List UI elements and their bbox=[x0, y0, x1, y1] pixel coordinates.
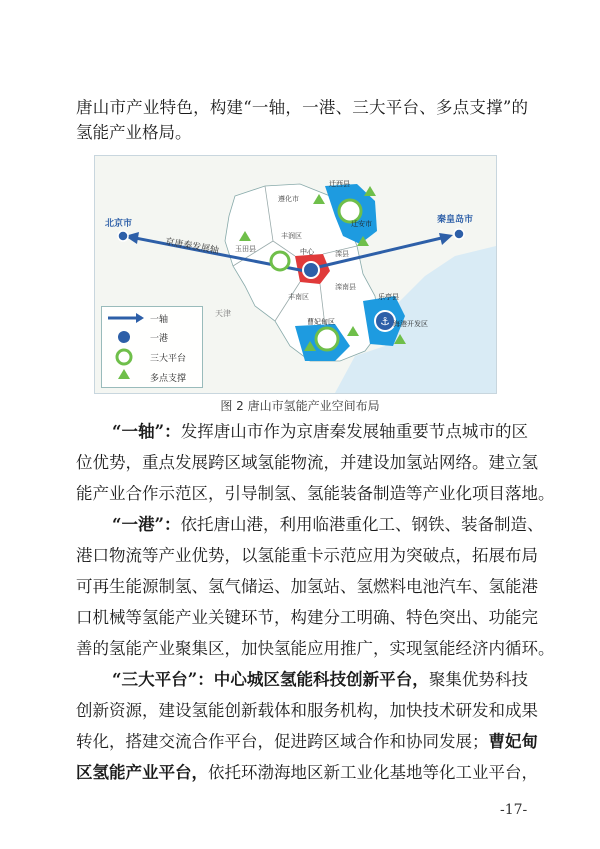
label-city-center: 中心 bbox=[300, 248, 314, 256]
sanda-line-1 bbox=[76, 669, 528, 691]
platform-gear-1 bbox=[339, 200, 361, 222]
sanda-text-1: 聚集优势科技 bbox=[428, 670, 529, 689]
legend-triangle-icon bbox=[118, 369, 130, 379]
yizhou-title: “一轴”： bbox=[112, 422, 181, 441]
center-node bbox=[303, 262, 319, 278]
intro-line-2: 氢能产业格局。 bbox=[76, 123, 192, 142]
legend-symbols bbox=[104, 307, 150, 387]
platform-gear-3 bbox=[271, 252, 289, 270]
platform-gear-2 bbox=[316, 328, 338, 350]
legend-axis: 一轴 bbox=[150, 315, 169, 325]
sanda-text-3: 转化，搭建交流合作平台，促进跨区域合作和协同发展； bbox=[76, 732, 489, 751]
yizhou-line-2: 位优势，重点发展跨区域氢能物流，并建设加氢站网络。建立氢 bbox=[76, 453, 538, 472]
beijing-dot bbox=[118, 231, 128, 241]
label-luannan: 滦南县 bbox=[335, 283, 356, 291]
sanda-text-4: 依托环渤海地区新工业化基地等化工业平台， bbox=[208, 763, 538, 782]
sanda-bold-1: 中心城区氢能科技创新平台， bbox=[213, 670, 429, 689]
yizhou-line-1 bbox=[76, 421, 528, 443]
page-number: -17- bbox=[500, 802, 528, 818]
yigang-line-3: 可再生能源制氢、氢气储运、加氢站、氢燃料电池汽车、氢能港 bbox=[76, 577, 538, 596]
legend-anchor-icon bbox=[118, 331, 130, 343]
sanda-bold-3: 曹妃甸 bbox=[488, 732, 538, 751]
label-laoting: 乐亭县 bbox=[378, 293, 399, 301]
sanda-line-4 bbox=[76, 762, 538, 784]
legend-arrow-icon bbox=[136, 313, 144, 323]
intro-line-1: 唐山市产业特色，构建“一轴，一港、三大平台、多点支撑”的 bbox=[76, 98, 528, 117]
sanda-line-2: 创新资源，建设氢能创新载体和服务机构，加快技术研发和成果 bbox=[76, 701, 538, 720]
yigang-text-1: 依托唐山港，利用临港重化工、钢铁、装备制造、 bbox=[180, 515, 544, 534]
label-qianxi: 迁西县 bbox=[329, 180, 350, 188]
label-haigang: 海港开发区 bbox=[393, 320, 428, 328]
figure-caption: 图 2 唐山市氢能产业空间布局 bbox=[220, 399, 380, 413]
anchor-icon: ⚓ bbox=[380, 315, 390, 328]
yizhou-text-1: 发挥唐山市作为京唐秦发展轴重要节点城市的区 bbox=[180, 422, 529, 441]
label-qianan: 迁安市 bbox=[351, 220, 372, 228]
yizhou-line-3: 能产业合作示范区，引导制氢、氢能装备制造等产业化项目落地。 bbox=[76, 484, 555, 503]
label-fengrun: 丰润区 bbox=[281, 232, 302, 240]
yigang-line-1 bbox=[76, 514, 544, 536]
legend-gear-icon bbox=[117, 350, 131, 364]
yigang-line-5: 善的氢能产业聚集区，加快氢能应用推广，实现氢能经济内循环。 bbox=[76, 639, 555, 658]
yigang-line-2: 港口物流等产业优势，以氢能重卡示范应用为突破点，拓展布局 bbox=[76, 546, 538, 565]
label-qinhuangdao: 秦皇岛市 bbox=[437, 215, 474, 225]
sanda-line-3 bbox=[76, 731, 538, 753]
label-lu-county: 滦县 bbox=[335, 250, 349, 258]
sanda-title: “三大平台”： bbox=[112, 670, 214, 689]
map-legend bbox=[101, 306, 203, 388]
yigang-title: “一港”： bbox=[112, 515, 181, 534]
legend-support: 多点支撑 bbox=[150, 374, 187, 384]
label-yutian: 玉田县 bbox=[235, 245, 256, 253]
qinhuangdao-dot bbox=[454, 229, 464, 239]
label-axis: 京唐秦发展轴 bbox=[164, 237, 220, 257]
hydrogen-layout-map bbox=[94, 155, 497, 394]
label-fengnan: 丰南区 bbox=[288, 293, 309, 301]
label-beijing: 北京市 bbox=[105, 219, 133, 229]
label-zunhua: 遵化市 bbox=[278, 195, 299, 203]
legend-platforms: 三大平台 bbox=[150, 354, 187, 364]
legend-port: 一港 bbox=[150, 334, 169, 344]
yigang-line-4: 口机械等氢能产业关键环节，构建分工明确、特色突出、功能完 bbox=[76, 608, 538, 627]
label-tianjin: 天津 bbox=[215, 309, 231, 318]
sanda-bold-4: 区氢能产业平台， bbox=[76, 763, 208, 782]
label-caofeidian: 曹妃甸区 bbox=[307, 318, 335, 326]
